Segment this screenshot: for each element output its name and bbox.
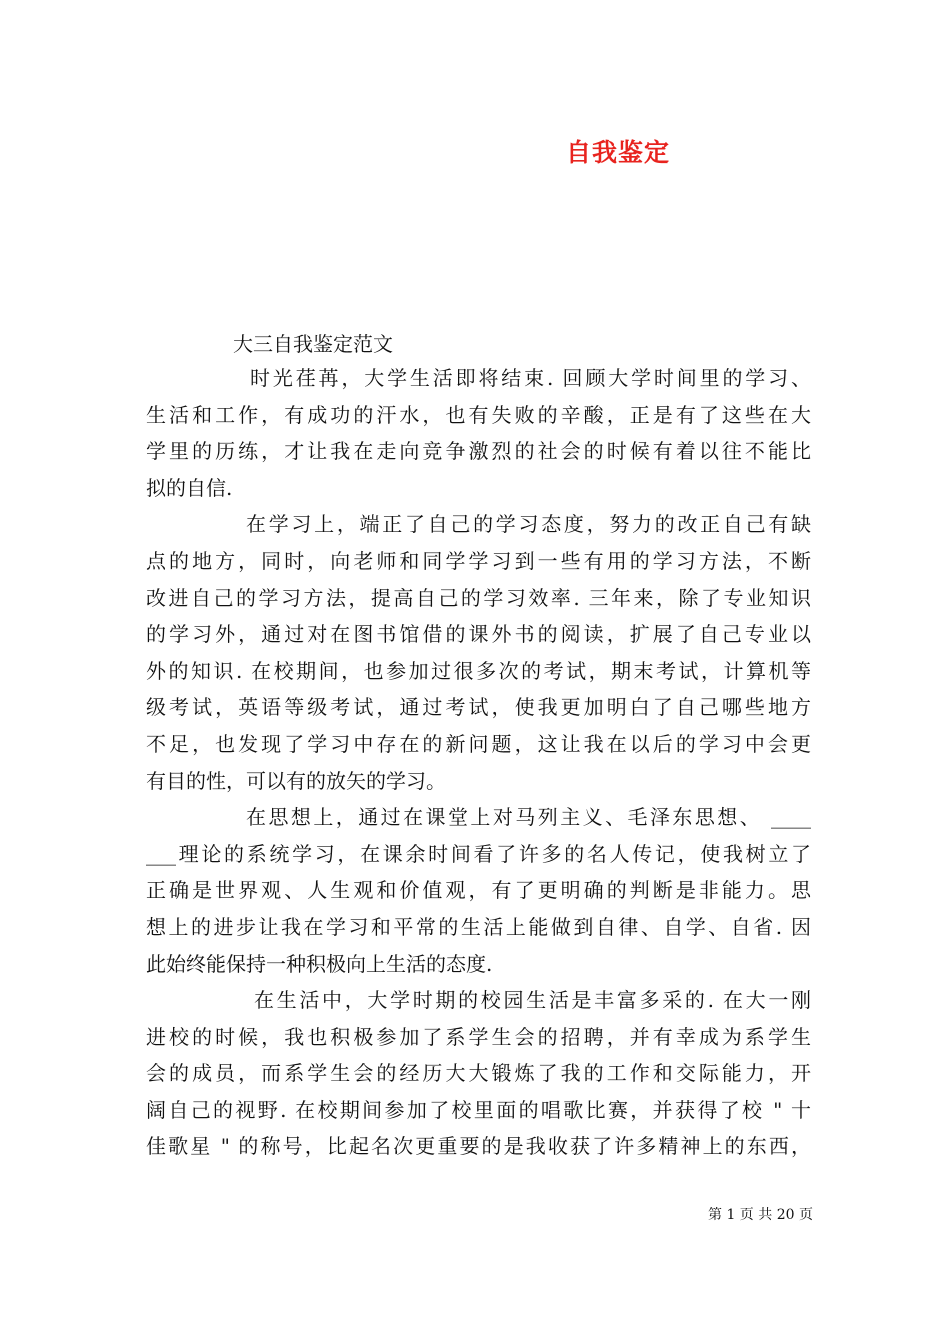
paragraph-line: 佳歌星 " 的称号，比起名次更重要的是我收获了许多精神上的东西，: [146, 1134, 811, 1159]
paragraph-line: 级考试，英语等级考试，通过考试，使我更加明白了自己哪些地方: [146, 695, 811, 720]
paragraph-line: 阔自己的视野. 在校期间参加了校里面的唱歌比赛，并获得了校 " 十: [146, 1097, 811, 1122]
document-body: [146, 360, 811, 1165]
paragraph-line: 有目的性，可以有的放矢的学习。: [146, 768, 446, 793]
paragraph-line: 的学习外，通过对在图书馆借的课外书的阅读，扩展了自己专业以: [146, 622, 811, 647]
paragraph-line: 拟的自信.: [146, 475, 233, 500]
paragraph-line: 会的成员，而系学生会的经历大大锻炼了我的工作和交际能力，开: [146, 1061, 811, 1086]
document-title: 自我鉴定: [566, 138, 671, 167]
paragraph-line: ___理论的系统学习，在课余时间看了许多的名人传记，使我树立了: [146, 841, 811, 866]
paragraph-line: 学里的历练，才让我在走向竞争激烈的社会的时候有着以往不能比: [146, 439, 811, 464]
paragraph-line: 不足，也发现了学习中存在的新问题，这让我在以后的学习中会更: [146, 731, 811, 756]
document-subtitle: 大三自我鉴定范文: [233, 332, 393, 356]
paragraph-line: 外的知识. 在校期间，也参加过很多次的考试，期末考试，计算机等: [146, 658, 811, 683]
paragraph-line: 进校的时候，我也积极参加了系学生会的招聘，并有幸成为系学生: [146, 1024, 811, 1049]
paragraph-line: 在学习上，端正了自己的学习态度，努力的改正自己有缺: [246, 512, 811, 537]
page-number-footer: 第 1 页 共 20 页: [708, 1207, 813, 1223]
paragraph-line: 点的地方，同时，向老师和同学学习到一些有用的学习方法，不断: [146, 548, 811, 573]
paragraph-line: 在生活中，大学时期的校园生活是丰富多采的. 在大一刚: [254, 988, 811, 1013]
paragraph-line: 时光荏苒，大学生活即将结束. 回顾大学时间里的学习、: [250, 366, 811, 390]
paragraph-line: 正确是世界观、人生观和价值观，有了更明确的判断是非能力。思: [146, 878, 811, 903]
paragraph-line: 改进自己的学习方法，提高自己的学习效率. 三年来，除了专业知识: [146, 585, 811, 610]
paragraph-line: 生活和工作，有成功的汗水，也有失败的辛酸，正是有了这些在大: [146, 402, 811, 427]
paragraph-line: 此始终能保持一种积极向上生活的态度.: [146, 951, 493, 976]
paragraph-line: 想上的进步让我在学习和平常的生活上能做到自律、自学、自省. 因: [146, 914, 811, 939]
paragraph-line: 在思想上，通过在课堂上对马列主义、毛泽东思想、 ____: [246, 805, 811, 830]
